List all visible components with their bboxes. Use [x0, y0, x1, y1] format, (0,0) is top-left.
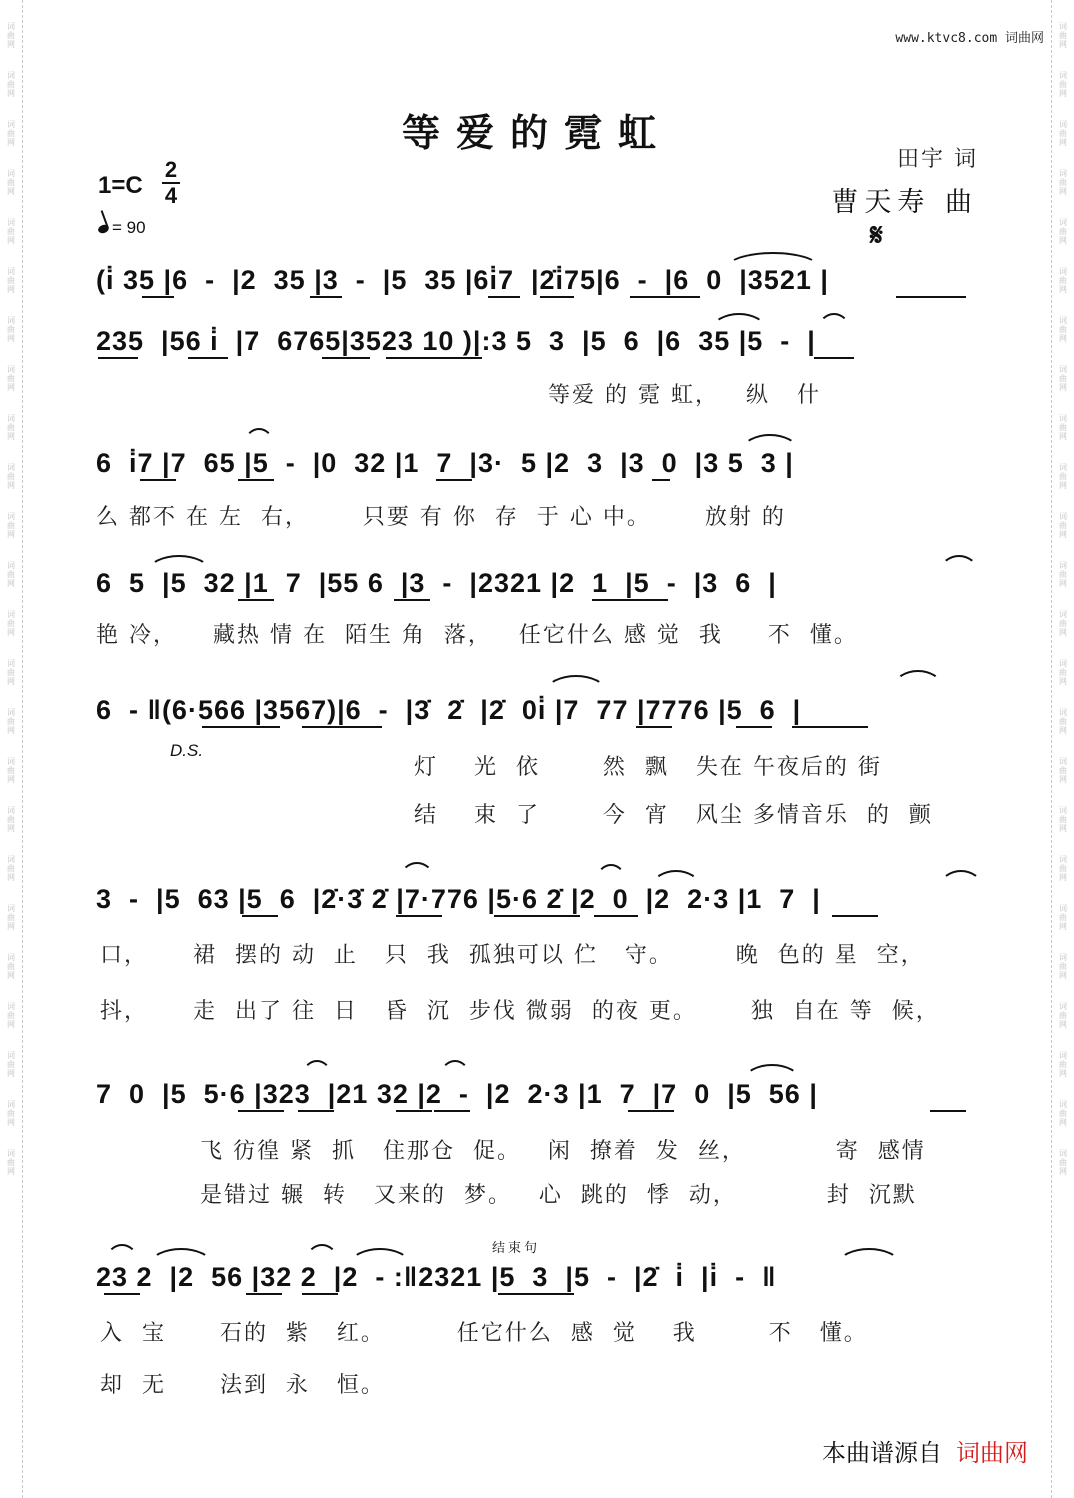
- watermark-mark: 词曲网: [1059, 708, 1067, 735]
- tie: [546, 675, 606, 691]
- lyric-line-5a: 灯 光 依 然 飘 失在 午夜后的 街: [414, 755, 882, 780]
- tie: [350, 1248, 410, 1264]
- watermark-mark: 词曲网: [1059, 414, 1067, 441]
- score-line-6: 3 - |5 63 |5 6 |2̇·3̇ 2̇ |7·776 |5·6 2̇ |2 0 |2 2·3 |1 7 |: [96, 884, 821, 914]
- watermark-mark: 词曲网: [1059, 169, 1067, 196]
- beam: [98, 357, 138, 359]
- watermark-mark: 词曲网: [1059, 1149, 1067, 1176]
- lyric-line-5b: 结 束 了 今 宵 风尘 多情音乐 的 颤: [414, 803, 933, 828]
- beam: [436, 479, 472, 481]
- watermark-mark: 词曲网: [1059, 218, 1067, 245]
- tie: [148, 555, 210, 571]
- ds-marking: D.S.: [170, 741, 204, 760]
- lyric-line-7a: 飞 彷徨 紧 抓 住那仓 促。 闲 撩着 发 丝， 寄 感情: [200, 1139, 926, 1164]
- key-signature: 1=C: [98, 172, 143, 199]
- lyricist-credit: 田宇 词: [897, 147, 978, 172]
- watermark-mark: 词曲网: [7, 904, 15, 931]
- beam: [396, 915, 442, 917]
- watermark-mark: 词曲网: [1059, 120, 1067, 147]
- watermark-mark: 词曲网: [1059, 512, 1067, 539]
- beam: [814, 357, 854, 359]
- score-line-3: 6 i̇7 |7 65 |5 - |0 32 |1 7 |3· 5 |2 3 |3 0 |3 5 3 |: [96, 448, 794, 478]
- watermark-mark: 词曲网: [1059, 1051, 1067, 1078]
- beam: [498, 1293, 574, 1295]
- watermark-mark: 词曲网: [1059, 22, 1067, 49]
- beam: [238, 479, 274, 481]
- beam: [104, 1293, 140, 1295]
- tie: [726, 252, 820, 268]
- lyric-line-4: 艳 冷， 藏热 情 在 陌生 角 落， 任它什么 感 觉 我 不 懂。: [96, 623, 858, 648]
- slur: [818, 313, 850, 329]
- meter-bottom: 4: [164, 183, 178, 208]
- slur: [596, 864, 626, 880]
- lyric-line-8b: 却 无 法到 永 恒。: [100, 1373, 385, 1398]
- tempo-marking: [98, 218, 146, 238]
- slur: [106, 1244, 138, 1260]
- beam: [386, 357, 482, 359]
- watermark-mark: 词曲网: [1059, 904, 1067, 931]
- watermark-mark: 词曲网: [1059, 561, 1067, 588]
- score-line-8: 23 2 |2 56 |32 2 |2 - :‖2321 |5 3 |5 - |2̇ i̇ |i̇ - ‖: [96, 1262, 777, 1292]
- right-watermark-strip: [1051, 0, 1074, 1498]
- beam: [540, 296, 574, 298]
- watermark-mark: 词曲网: [1059, 757, 1067, 784]
- beam: [396, 1110, 432, 1112]
- beam: [736, 726, 772, 728]
- beam: [494, 915, 580, 917]
- watermark-mark: 词曲网: [7, 120, 15, 147]
- watermark-mark: 词曲网: [1059, 463, 1067, 490]
- beam: [636, 726, 672, 728]
- watermark-mark: 词曲网: [7, 1002, 15, 1029]
- watermark-mark: 词曲网: [7, 316, 15, 343]
- watermark-mark: 词曲网: [7, 806, 15, 833]
- beam: [246, 1293, 282, 1295]
- watermark-mark: 词曲网: [7, 169, 15, 196]
- watermark-mark: 词曲网: [1059, 71, 1067, 98]
- beam: [298, 1110, 334, 1112]
- watermark-mark: 词曲网: [7, 512, 15, 539]
- watermark-mark: 词曲网: [1059, 1002, 1067, 1029]
- lyric-line-6a: 口， 裙 摆的 动 止 只 我 孤独可以 伫 守。 晚 色的 星 空，: [100, 943, 925, 968]
- beam: [242, 915, 278, 917]
- watermark-mark: 词曲网: [1059, 855, 1067, 882]
- tie: [838, 1248, 900, 1264]
- slur: [894, 670, 942, 686]
- beam: [630, 296, 700, 298]
- tempo-value: = 90: [112, 218, 146, 237]
- lyric-line-8a: 入 宝 石的 紫 红。 任它什么 感 觉 我 不 懂。: [100, 1321, 868, 1346]
- beam: [302, 1293, 338, 1295]
- composer-credit: 曹天寿 曲: [831, 187, 978, 218]
- watermark-mark: 词曲网: [7, 365, 15, 392]
- tie: [940, 870, 982, 886]
- watermark-mark: 词曲网: [7, 1051, 15, 1078]
- beam: [188, 357, 228, 359]
- beam: [930, 1110, 966, 1112]
- watermark-mark: 词曲网: [7, 414, 15, 441]
- watermark-mark: 词曲网: [1059, 316, 1067, 343]
- watermark-mark: 词曲网: [1059, 806, 1067, 833]
- watermark-mark: 词曲网: [7, 708, 15, 735]
- meter-top: 2: [164, 157, 178, 182]
- beam: [238, 1110, 284, 1112]
- lyric-line-7b: 是错过 辗 转 又来的 梦。 心 跳的 悸 动， 封 沉默: [200, 1183, 917, 1208]
- beam: [202, 726, 280, 728]
- brand-link[interactable]: 词曲网: [956, 1439, 1028, 1467]
- slur: [302, 1060, 332, 1076]
- ending-label: 结束句: [492, 1241, 541, 1256]
- watermark-mark: 词曲网: [7, 267, 15, 294]
- beam: [594, 915, 638, 917]
- site-url[interactable]: www.ktvc8.com 词曲网: [895, 31, 1044, 46]
- lyric-line-2: 等爱 的 霓 虹， 纵 什: [548, 383, 821, 408]
- watermark-mark: 词曲网: [1059, 953, 1067, 980]
- watermark-mark: 词曲网: [1059, 267, 1067, 294]
- left-watermark-strip: [0, 0, 23, 1498]
- slur: [400, 862, 434, 878]
- watermark-mark: 词曲网: [7, 659, 15, 686]
- watermark-mark: 词曲网: [7, 218, 15, 245]
- watermark-mark: 词曲网: [7, 22, 15, 49]
- beam: [238, 599, 274, 601]
- beam: [322, 357, 370, 359]
- slur: [440, 1060, 470, 1076]
- tie: [940, 555, 978, 571]
- beam: [140, 479, 176, 481]
- watermark-mark: 词曲网: [7, 855, 15, 882]
- score-line-7: 7 0 |5 5·6 |323 |21 32 |2 - |2 2·3 |1 7 |7 0 |5 56 |: [96, 1079, 818, 1109]
- watermark-mark: 词曲网: [7, 610, 15, 637]
- lyric-line-3: 么 都不 在 左 右， 只要 有 你 存 于 心 中。 放射 的: [96, 505, 786, 530]
- watermark-mark: 词曲网: [7, 953, 15, 980]
- watermark-mark: 词曲网: [7, 561, 15, 588]
- score-line-2: 235 |56 i̇ |7 6765|3523 10 )|:3 5 3 |5 6 |6 35 |5 - |: [96, 326, 816, 356]
- tie: [150, 1248, 212, 1264]
- quarter-note-icon: [97, 223, 110, 234]
- beam: [792, 726, 868, 728]
- watermark-mark: 词曲网: [7, 71, 15, 98]
- watermark-mark: 词曲网: [1059, 610, 1067, 637]
- watermark-mark: 词曲网: [7, 757, 15, 784]
- beam: [434, 1110, 470, 1112]
- score-line-4: 6 5 |5 32 |1 7 |55 6 |3 - |2321 |2 1 |5 - |3 6 |: [96, 568, 777, 598]
- watermark-mark: 词曲网: [1059, 1100, 1067, 1127]
- segno-symbol: 𝄋: [870, 218, 883, 253]
- page-title: 等爱的霓虹: [401, 110, 672, 155]
- beam: [896, 296, 966, 298]
- watermark-mark: 词曲网: [7, 1149, 15, 1176]
- beam: [394, 599, 430, 601]
- score-line-1: (i̇ 35 |6 - |2 35 |3 - |5 35 |6i̇7 |2̇i̇75|6 - |6 0 |3521 |: [96, 265, 829, 295]
- beam: [628, 1110, 674, 1112]
- beam: [302, 726, 382, 728]
- beam: [652, 479, 670, 481]
- watermark-mark: 词曲网: [7, 1100, 15, 1127]
- lyric-line-6b: 抖， 走 出了 往 日 昏 沉 步伐 微弱 的夜 更。 独 自在 等 候，: [100, 999, 940, 1024]
- tie: [712, 313, 766, 329]
- watermark-mark: 词曲网: [1059, 659, 1067, 686]
- tie: [652, 870, 700, 886]
- score-line-5: 6 - ‖(6·566 |3567)|6 - |3̇ 2̇ |2̇ 0i̇ |7 77 |7776 |5 6 |: [96, 695, 802, 725]
- beam: [592, 599, 668, 601]
- beam: [310, 296, 342, 298]
- time-signature: [160, 158, 182, 208]
- tie: [744, 1064, 800, 1080]
- slur: [306, 1244, 338, 1260]
- watermark-mark: 词曲网: [7, 463, 15, 490]
- source-footer: [822, 1433, 1028, 1468]
- beam: [488, 296, 520, 298]
- beam: [832, 915, 878, 917]
- beam: [142, 296, 174, 298]
- slur: [244, 428, 274, 444]
- watermark-mark: 词曲网: [1059, 365, 1067, 392]
- tie: [742, 434, 798, 450]
- source-text: 本曲谱源自: [822, 1439, 942, 1467]
